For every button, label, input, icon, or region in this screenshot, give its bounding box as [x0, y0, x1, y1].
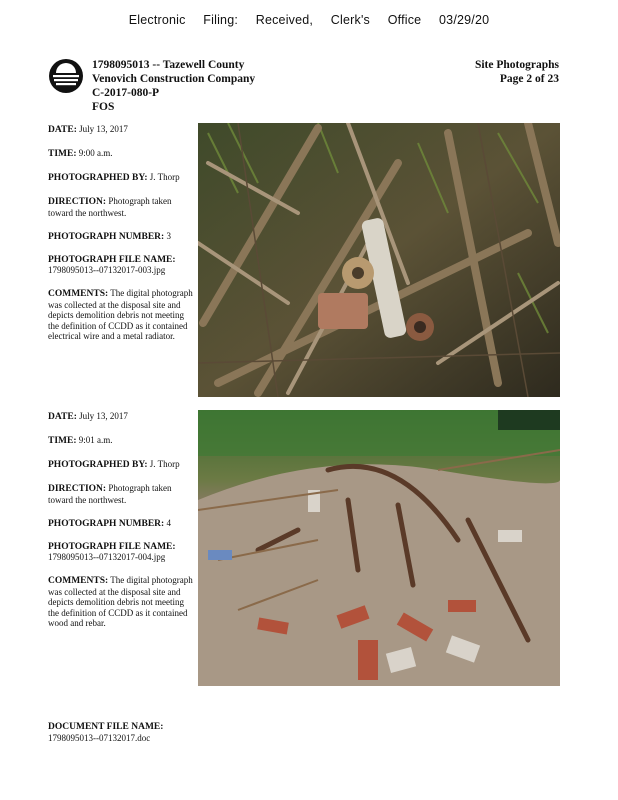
filing-word: Clerk's — [330, 13, 371, 27]
page-title: Site Photographs — [474, 59, 559, 71]
time-value: 9:00 a.m. — [78, 148, 113, 158]
direction-label: DIRECTION: — [48, 484, 107, 494]
filing-word: Electronic — [128, 13, 186, 27]
file-name-value: 1798095013--07132017-004.jpg — [48, 552, 166, 562]
filing-stamp — [0, 13, 618, 27]
time-label: TIME: — [48, 149, 77, 159]
photographer-value: J. Thorp — [149, 172, 180, 182]
photographer-label: PHOTOGRAPHED BY: — [48, 460, 148, 470]
document-file-name-label: DOCUMENT FILE NAME: — [48, 722, 164, 732]
direction-label: DIRECTION: — [48, 197, 107, 207]
comments-value: The digital photograph was collected at the disposal site and depicts demolition debris not meeting the definition of CCDD as it contained wood and rebar. — [48, 575, 193, 628]
date-value: July 13, 2017 — [79, 411, 128, 421]
filing-word: Office — [387, 13, 422, 27]
filing-word: Filing: — [203, 13, 239, 27]
document-footer — [48, 722, 163, 744]
photo-number-label: PHOTOGRAPH NUMBER: — [48, 518, 165, 529]
comments-value: The digital photograph was collected at the disposal site and depicts demolition debris not meeting the definition of CCDD as it contained electrical wire and a metal radiator. — [48, 288, 193, 341]
file-name-label: PHOTOGRAPH FILE NAME: — [48, 254, 176, 265]
agency-logo — [48, 58, 84, 94]
photo-number-value: 3 — [166, 230, 171, 241]
page-number: Page 2 of 23 — [499, 73, 559, 85]
site-photo-4 — [198, 410, 560, 686]
comments-label: COMMENTS: — [48, 289, 109, 299]
document-file-name-value: 1798095013--07132017.doc — [48, 733, 151, 743]
site-header — [92, 58, 255, 114]
site-photo-3 — [198, 123, 560, 397]
time-value: 9:01 a.m. — [78, 435, 113, 445]
company-name: Venovich Construction Company — [92, 73, 256, 85]
photographer-label: PHOTOGRAPHED BY: — [48, 173, 148, 183]
photographer-value: J. Thorp — [149, 459, 180, 469]
case-number: C-2017-080-P — [92, 87, 160, 99]
date-label: DATE: — [48, 412, 77, 422]
direction-value: Photograph taken toward the northwest. — [48, 483, 172, 505]
time-label: TIME: — [48, 436, 77, 446]
date-label: DATE: — [48, 125, 77, 135]
photo-3-details — [48, 124, 194, 354]
site-id: 1798095013 -- Tazewell County — [92, 59, 245, 71]
file-name-value: 1798095013--07132017-003.jpg — [48, 265, 166, 275]
page-header-right — [475, 58, 559, 86]
photo-number-label: PHOTOGRAPH NUMBER: — [48, 231, 165, 242]
program-code: FOS — [92, 101, 115, 113]
filing-word: Received, — [255, 13, 314, 27]
file-name-label: PHOTOGRAPH FILE NAME: — [48, 541, 176, 552]
date-value: July 13, 2017 — [79, 124, 128, 134]
filing-date: 03/29/20 — [439, 13, 490, 27]
direction-value: Photograph taken toward the northwest. — [48, 196, 172, 218]
photo-4-details — [48, 411, 194, 641]
comments-label: COMMENTS: — [48, 576, 109, 586]
photo-number-value: 4 — [166, 517, 171, 528]
